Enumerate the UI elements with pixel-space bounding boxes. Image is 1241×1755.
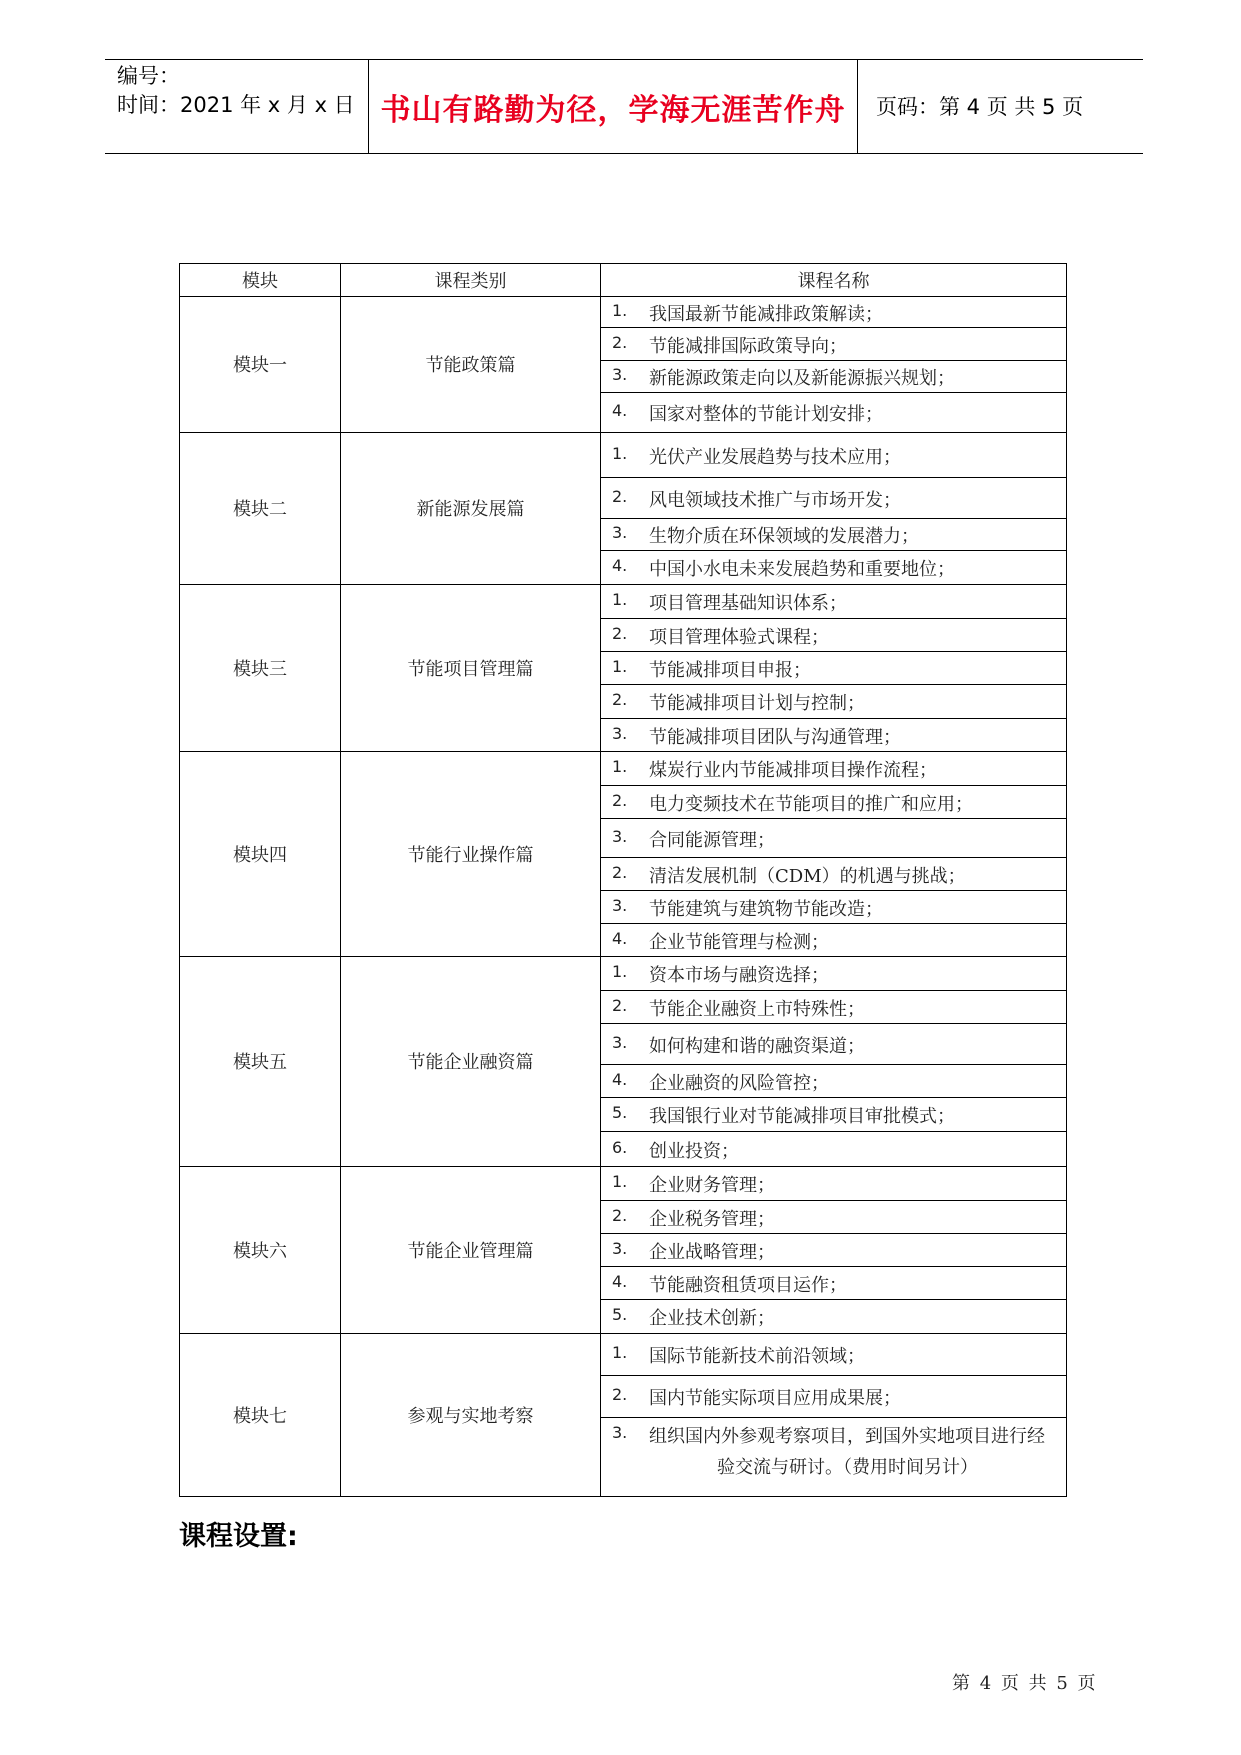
module-name: 模块三	[233, 658, 287, 680]
item-divider	[600, 718, 1066, 719]
page-number-label: 页码：第 4 页 共 5 页	[876, 94, 1084, 119]
course-item-title: 项目管理基础知识体系；	[649, 593, 847, 614]
module-category: 节能行业操作篇	[407, 844, 534, 866]
course-item-title: 清洁发展机制（CDM）的机遇与挑战；	[649, 866, 966, 887]
module-name: 模块五	[233, 1052, 287, 1073]
item-divider	[600, 550, 1066, 551]
course-item-number: 1.	[612, 757, 628, 776]
course-item-title: 节能建筑与建筑物节能改造；	[649, 899, 883, 920]
course-item	[601, 1272, 1066, 1294]
item-divider	[600, 327, 1066, 328]
item-divider	[600, 1097, 1066, 1098]
course-item	[601, 791, 1066, 813]
course-item-title: 电力变频技术在节能项目的推广和应用；	[649, 794, 973, 815]
course-item-title: 生物介质在环保领域的发展潜力；	[649, 526, 919, 547]
course-item-number: 2.	[612, 1385, 628, 1404]
course-item-number: 5.	[612, 1305, 628, 1324]
course-item-title: 企业融资的风险管控；	[649, 1073, 829, 1094]
course-item-number: 6.	[612, 1138, 628, 1157]
course-item-title: 节能减排项目申报；	[649, 660, 811, 681]
course-item	[601, 827, 1066, 849]
course-item	[601, 1206, 1066, 1228]
course-item	[601, 757, 1066, 779]
course-item	[601, 1138, 1066, 1160]
module-category: 节能政策篇	[425, 355, 516, 376]
header-module: 模块	[242, 271, 278, 292]
course-item	[601, 929, 1066, 951]
course-item-title: 我国银行业对节能减排项目审批模式；	[649, 1106, 955, 1127]
course-item	[601, 896, 1066, 918]
course-item-title: 节能减排项目计划与控制；	[649, 693, 865, 714]
course-item	[601, 444, 1066, 466]
course-item-title: 企业节能管理与检测；	[649, 932, 829, 953]
section-title: 课程设置:	[179, 1521, 298, 1552]
course-item-number: 2.	[612, 333, 628, 352]
course-item-title: 中国小水电未来发展趋势和重要地位；	[649, 559, 955, 580]
course-item-title: 节能融资租赁项目运作；	[649, 1275, 847, 1296]
date-label: 时间：2021 年 x 月 x 日	[117, 93, 355, 117]
item-divider	[600, 1417, 1066, 1418]
course-item-title: 国际节能新技术前沿领域；	[649, 1346, 865, 1367]
course-item-title: 新能源政策走向以及新能源振兴规划；	[649, 368, 955, 389]
header-course-name: 课程名称	[797, 271, 870, 292]
course-item	[601, 401, 1066, 423]
course-item	[601, 556, 1066, 578]
course-item-number: 5.	[612, 1103, 628, 1122]
course-item-number: 1.	[612, 1172, 628, 1191]
course-item-title: 节能企业融资上市特殊性；	[649, 999, 865, 1020]
course-item	[601, 523, 1066, 545]
course-item	[601, 1239, 1066, 1261]
course-item-number: 4.	[612, 929, 628, 948]
course-item-title-continued: 验交流与研讨。（费用时间另计）	[717, 1457, 978, 1478]
item-divider	[600, 1266, 1066, 1267]
course-item-number: 3.	[612, 827, 628, 846]
item-divider	[600, 477, 1066, 478]
item-divider	[600, 1131, 1066, 1132]
module-category: 参观与实地考察	[407, 1405, 534, 1427]
course-item	[601, 333, 1066, 355]
course-table	[179, 263, 1067, 1497]
page-footer: 第 4 页 共 5 页	[952, 1673, 1098, 1694]
course-item	[601, 1305, 1066, 1327]
course-item-number: 2.	[612, 863, 628, 882]
course-item-number: 3.	[612, 724, 628, 743]
course-item-number: 2.	[612, 487, 628, 506]
page-header	[105, 59, 1143, 154]
course-item-title: 企业技术创新；	[649, 1308, 775, 1329]
module-category: 节能项目管理篇	[407, 658, 534, 680]
course-item-number: 3.	[612, 365, 628, 384]
module-category: 新能源发展篇	[416, 499, 525, 520]
course-item-title: 企业战略管理；	[649, 1242, 775, 1263]
item-divider	[600, 518, 1066, 519]
course-item-title: 煤炭行业内节能减排项目操作流程；	[649, 760, 937, 781]
course-item-number: 1.	[612, 657, 628, 676]
course-item-number: 3.	[612, 1423, 628, 1442]
module-category: 节能企业管理篇	[407, 1240, 534, 1262]
course-item-number: 1.	[612, 962, 628, 981]
course-item-number: 3.	[612, 1033, 628, 1052]
item-divider	[600, 618, 1066, 619]
course-item-title: 企业财务管理；	[649, 1175, 775, 1196]
course-item-title: 创业投资；	[649, 1141, 739, 1162]
course-item	[601, 724, 1066, 746]
item-divider	[600, 923, 1066, 924]
serial-number-label: 编号：	[117, 64, 180, 88]
course-item-number: 4.	[612, 1272, 628, 1291]
course-item	[601, 1172, 1066, 1194]
item-divider	[600, 785, 1066, 786]
course-item	[601, 487, 1066, 509]
item-divider	[600, 857, 1066, 858]
course-item-number: 2.	[612, 996, 628, 1015]
course-item-title: 企业税务管理；	[649, 1209, 775, 1230]
item-divider	[600, 684, 1066, 685]
course-item	[601, 624, 1066, 646]
course-item	[601, 1103, 1066, 1125]
module-name: 模块六	[233, 1240, 287, 1262]
course-item-number: 2.	[612, 690, 628, 709]
course-item	[601, 863, 1066, 885]
item-divider	[600, 651, 1066, 652]
course-item-title: 国家对整体的节能计划安排；	[649, 404, 883, 425]
course-item-number: 3.	[612, 523, 628, 542]
item-divider	[600, 1375, 1066, 1376]
course-item-number: 2.	[612, 624, 628, 643]
module-name: 模块二	[233, 499, 287, 520]
course-item-number: 4.	[612, 1070, 628, 1089]
course-item-title: 节能减排国际政策导向；	[649, 336, 847, 357]
course-item-number: 3.	[612, 896, 628, 915]
course-item	[601, 1343, 1066, 1365]
course-item-title: 项目管理体验式课程；	[649, 627, 829, 648]
header-left-cell	[105, 60, 369, 153]
course-item	[601, 962, 1066, 984]
module-name: 模块四	[233, 844, 287, 866]
course-item-title: 资本市场与融资选择；	[649, 965, 829, 986]
module-category: 节能企业融资篇	[407, 1052, 534, 1073]
item-divider	[600, 990, 1066, 991]
course-item-number: 3.	[612, 1239, 628, 1258]
item-divider	[600, 1233, 1066, 1234]
course-item-title: 光伏产业发展趋势与技术应用；	[649, 447, 901, 468]
module-name: 模块一	[233, 355, 287, 376]
course-item-number: 1.	[612, 301, 628, 320]
item-divider	[600, 1200, 1066, 1201]
course-item-number: 4.	[612, 556, 628, 575]
course-item-number: 1.	[612, 1343, 628, 1362]
item-divider	[600, 360, 1066, 361]
course-item-number: 1.	[612, 444, 628, 463]
header-motto-cell	[369, 60, 858, 153]
course-item-title: 国内节能实际项目应用成果展；	[649, 1388, 901, 1409]
header-page-cell	[858, 60, 1143, 153]
course-item	[601, 690, 1066, 712]
course-item	[601, 996, 1066, 1018]
course-item	[601, 1033, 1066, 1055]
item-divider	[600, 392, 1066, 393]
item-divider	[600, 818, 1066, 819]
course-item-title: 节能减排项目团队与沟通管理；	[649, 727, 901, 748]
course-item-number: 2.	[612, 1206, 628, 1225]
motto: 书山有路勤为径，学海无涯苦作舟	[380, 92, 846, 128]
module-name: 模块七	[233, 1405, 287, 1427]
course-item	[601, 301, 1066, 323]
course-item	[601, 1070, 1066, 1092]
course-item	[601, 365, 1066, 387]
course-item-title: 合同能源管理；	[649, 830, 775, 851]
item-divider	[600, 1064, 1066, 1065]
course-item	[601, 590, 1066, 612]
course-item-number: 1.	[612, 590, 628, 609]
course-item-title: 组织国内外参观考察项目，到国外实地项目进行经	[649, 1426, 1045, 1447]
course-item-title: 风电领域技术推广与市场开发；	[649, 490, 901, 511]
item-divider	[600, 1023, 1066, 1024]
course-item-title: 我国最新节能减排政策解读；	[649, 304, 883, 325]
course-item	[601, 1423, 1066, 1496]
course-item	[601, 1385, 1066, 1407]
item-divider	[600, 1299, 1066, 1300]
header-category: 课程类别	[434, 271, 507, 292]
course-item-number: 2.	[612, 791, 628, 810]
course-item-number: 4.	[612, 401, 628, 420]
item-divider	[600, 890, 1066, 891]
course-item	[601, 657, 1066, 679]
course-item-title: 如何构建和谐的融资渠道；	[649, 1036, 865, 1057]
